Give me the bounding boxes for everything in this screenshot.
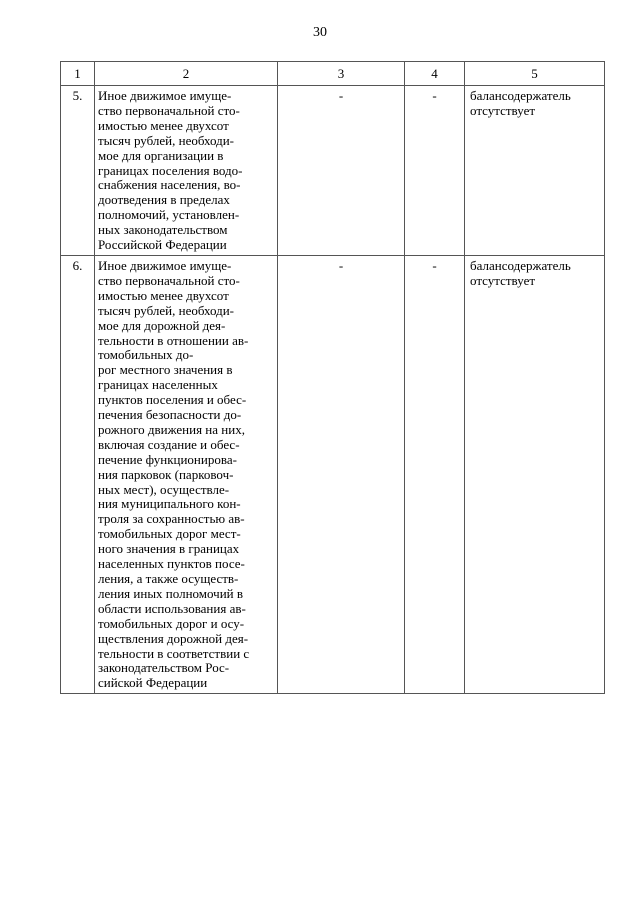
property-name-cell	[95, 255, 278, 693]
header-col-4: 4	[405, 62, 465, 86]
col3-value: -	[278, 255, 405, 693]
balance-holder-line: отсутствует	[470, 102, 536, 118]
property-name-line: тельности в соответствии с	[98, 645, 250, 661]
balance-holder-line: отсутствует	[470, 272, 536, 288]
property-name-line: Российской Федерации	[98, 237, 227, 253]
property-name-line: томобильных до-	[98, 347, 194, 363]
property-name-line: ния муниципального кон-	[98, 496, 241, 512]
property-name-line: томобильных дорог мест-	[98, 526, 241, 542]
property-name-line: рожного движения на них,	[98, 421, 245, 437]
property-name-line: тысяч рублей, необходи-	[98, 132, 234, 148]
table-row	[61, 255, 605, 693]
property-name-line: ного значения в границах	[98, 541, 240, 557]
property-name-line: ство первоначальной сто-	[98, 102, 240, 118]
property-name-line: полномочий, установлен-	[98, 207, 240, 223]
property-name-line: имостью менее двухсот	[98, 117, 229, 133]
col4-value: -	[405, 255, 465, 693]
property-name-cell	[95, 86, 278, 256]
table-row	[61, 86, 605, 256]
property-name-line: пунктов поселения и обес-	[98, 392, 247, 408]
balance-holder-line: балансодержатель	[470, 88, 571, 103]
balance-holder-cell	[465, 86, 605, 256]
property-name-line: Иное движимое имуще-	[98, 88, 232, 103]
property-name-line: включая создание и обес-	[98, 436, 240, 452]
row-number: 5.	[61, 86, 95, 256]
property-name-line: мое для организации в	[98, 147, 224, 163]
property-name-line: населенных пунктов посе-	[98, 556, 245, 572]
balance-holder-line: балансодержатель	[470, 257, 571, 273]
property-name-line: ления иных полномочий в	[98, 585, 244, 601]
property-name-line: области использования ав-	[98, 600, 246, 616]
property-name-line: томобильных дорог и осу-	[98, 615, 245, 631]
property-name-line: имостью менее двухсот	[98, 287, 229, 303]
property-name-line: ления, а также осуществ-	[98, 571, 239, 586]
header-col-1: 1	[61, 62, 95, 86]
property-name-line: печение функционирова-	[98, 451, 237, 467]
property-name-line: ния парковок (парковоч-	[98, 466, 234, 482]
page-number: 30	[313, 25, 327, 40]
property-table	[60, 61, 605, 694]
header-row	[61, 62, 605, 86]
col3-value: -	[278, 86, 405, 256]
property-name-line: ных законодательством	[98, 222, 228, 238]
col4-value: -	[405, 86, 465, 256]
property-name-line: рог местного значения в	[98, 362, 233, 378]
property-name-line: мое для дорожной дея-	[98, 317, 226, 333]
property-name-line: печения безопасности до-	[98, 407, 242, 423]
property-name-line: доотведения в пределах	[98, 192, 230, 208]
property-name-line: законодательством Рос-	[98, 660, 230, 676]
table-body	[61, 86, 605, 694]
property-name-line: ществления дорожной дея-	[98, 630, 249, 646]
property-name-line: Иное движимое имуще-	[98, 257, 232, 273]
property-name-line: границах населенных	[98, 377, 218, 393]
header-col-3: 3	[278, 62, 405, 86]
property-name-line: ных мест), осуществле-	[98, 481, 230, 497]
property-name-line: тельности в отношении ав-	[98, 332, 249, 348]
property-name-line: тысяч рублей, необходи-	[98, 302, 234, 318]
property-name-line: снабжения населения, во-	[98, 177, 241, 193]
header-col-2: 2	[95, 62, 278, 86]
property-name-line: сийской Федерации	[98, 675, 208, 691]
row-number: 6.	[61, 255, 95, 693]
balance-holder-cell	[465, 255, 605, 693]
property-name-line: границах поселения водо-	[98, 162, 243, 178]
header-col-5: 5	[465, 62, 605, 86]
property-name-line: троля за сохранностью ав-	[98, 511, 245, 527]
property-name-line: ство первоначальной сто-	[98, 272, 240, 288]
